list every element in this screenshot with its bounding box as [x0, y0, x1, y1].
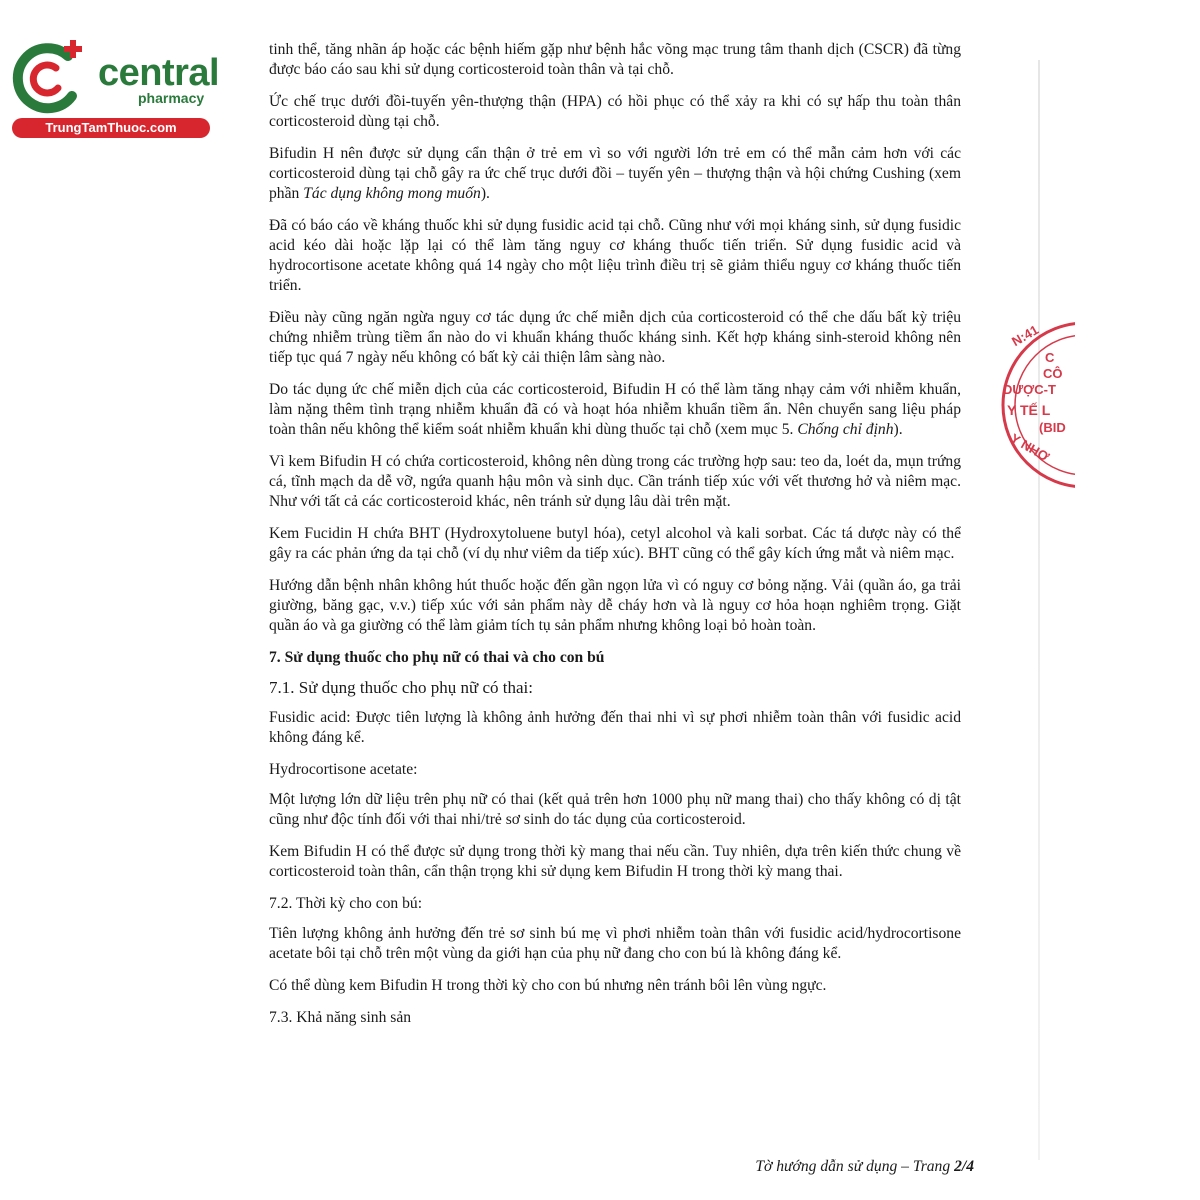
logo-site-url: TrungTamThuoc.com [12, 118, 210, 138]
paragraph-text: Do tác dụng ức chế miễn dịch của các corticosteroid, Bifudin H có thể làm tăng nhạy cảm với nhiễm khuẩn, làm nặng thêm tình trạng nhiễm khuẩn đã có và hoạt hóa nhiễm khuẩn tiềm ẩn. Nên chuyển sang liệu pháp toàn thân nếu không thể kiểm soát nhiễm khuẩn khi dùng thuốc tại chỗ (xem mục 5. [269, 381, 961, 438]
paragraph [269, 144, 961, 204]
logo-brand: central [98, 52, 220, 94]
page-edge [1038, 60, 1040, 1160]
paragraph: Ức chế trục dưới đồi-tuyến yên-thượng thận (HPA) có hồi phục có thể xảy ra khi có sự hấp thu toàn thân corticosteroid dùng tại chỗ. [269, 93, 961, 130]
paragraph: Vì kem Bifudin H có chứa corticosteroid, không nên dùng trong các trường hợp sau: teo da, loét da, mụn trứng cá, tĩnh mạch da dễ vỡ, ngứa quanh hậu môn và sinh dục. Cần tránh tiếp xúc với vết thương hở và niêm mạc. Như với tất cả các corticosteroid khác, nên tránh sử dụng lâu dài trên mặt. [269, 453, 961, 510]
page-number: 2/4 [954, 1158, 974, 1175]
stamp-line: DƯỢC-T [1003, 382, 1056, 397]
paragraph-text: Bifudin H nên được sử dụng cẩn thận ở trẻ em vì so với người lớn trẻ em có thể mẫn cảm hơn với các corticosteroid dùng tại chỗ gây ra ức chế trục dưới đồi – tuyến yên – thượng thận và hội chứng Cushing (xem phần [269, 145, 961, 202]
document-body [269, 40, 961, 1038]
paragraph: Tiên lượng không ảnh hưởng đến trẻ sơ sinh bú mẹ vì phơi nhiễm toàn thân với fusidic acid/hydrocortisone acetate bôi tại chỗ trên một vùng da giới hạn của phụ nữ đang cho con bú là không đáng kể. [269, 925, 961, 962]
paragraph-label: Hydrocortisone acetate: [269, 761, 418, 778]
paragraph: Kem Fucidin H chứa BHT (Hydroxytoluene butyl hóa), cetyl alcohol và kali sorbat. Các tá dược này có thể gây ra các phản ứng da tại chỗ (ví dụ như viêm da tiếp xúc). BHT cũng có thể gây kích ứng mắt và niêm mạc. [269, 525, 961, 562]
stamp-line: Y TẾ L [1007, 402, 1051, 418]
paragraph: Có thể dùng kem Bifudin H trong thời kỳ cho con bú nhưng nên tránh bôi lên vùng ngực. [269, 977, 827, 994]
logo-c-plus-icon [10, 38, 96, 118]
stamp-line: (BID [1039, 420, 1066, 435]
paragraph-text: ). [480, 185, 490, 202]
paragraph: Đã có báo cáo về kháng thuốc khi sử dụng fusidic acid tại chỗ. Cũng như với mọi kháng sinh, sử dụng fusidic acid kéo dài hoặc lặp lại có thể làm tăng nguy cơ kháng thuốc tiến triển. Sử dụng fusidic acid và hydrocortisone acetate không quá 14 ngày cho một liệu trình điều trị sẽ giảm thiểu nguy cơ kháng thuốc tiến triển. [269, 217, 961, 294]
paragraph: Điều này cũng ngăn ngừa nguy cơ tác dụng ức chế miễn dịch của corticosteroid có thể che dấu bất kỳ triệu chứng nhiễm trùng tiềm ẩn nào do vi khuẩn kháng thuốc kháng sinh. Kết hợp kháng sinh-steroid không nên tiếp tục quá 7 ngày nếu không có bất kỳ cải thiện lâm sàng nào. [269, 309, 961, 366]
footer-label: Tờ hướng dẫn sử dụng – Trang [755, 1158, 955, 1175]
official-stamp [985, 310, 1075, 490]
paragraph: tinh thể, tăng nhãn áp hoặc các bệnh hiếm gặp như bệnh hắc võng mạc trung tâm thanh dịch (CSCR) đã từng được báo cáo sau khi sử dụng corticosteroid toàn thân và tại chỗ. [269, 41, 961, 78]
subsection-heading: 7.1. Sử dụng thuốc cho phụ nữ có thai: [269, 678, 533, 697]
paragraph: Fusidic acid: Được tiên lượng là không ảnh hưởng đến thai nhi vì sự phơi nhiễm toàn thân với fusidic acid không đáng kể. [269, 709, 961, 746]
stamp-line: Y NHƠ [1008, 430, 1052, 465]
subsection-heading: 7.3. Khả năng sinh sản [269, 1009, 412, 1026]
page-footer [755, 1158, 974, 1176]
central-pharmacy-logo[interactable] [10, 38, 220, 138]
cross-reference: Tác dụng không mong muốn [303, 185, 481, 202]
stamp-line: C [1045, 350, 1055, 365]
subsection-heading: 7.2. Thời kỳ cho con bú: [269, 895, 423, 912]
paragraph: Kem Bifudin H có thể được sử dụng trong thời kỳ mang thai nếu cần. Tuy nhiên, dựa trên kiến thức chung về corticosteroid toàn thân, cẩn thận trọng khi sử dụng kem Bifudin H trong thời kỳ mang thai. [269, 843, 961, 880]
paragraph: Một lượng lớn dữ liệu trên phụ nữ có thai (kết quả trên hơn 1000 phụ nữ mang thai) cho thấy không có dị tật cũng như độc tính đối với thai nhi/trẻ sơ sinh do tác dụng của corticosteroid. [269, 791, 961, 828]
stamp-line: CÔ [1043, 366, 1063, 381]
cross-reference: Chống chỉ định [797, 421, 894, 438]
logo-subtitle: pharmacy [138, 90, 205, 106]
section-heading: 7. Sử dụng thuốc cho phụ nữ có thai và cho con bú [269, 649, 605, 666]
stamp-line: N:41 [1009, 321, 1042, 350]
paragraph [269, 380, 961, 440]
paragraph-text: ). [893, 421, 903, 438]
paragraph: Hướng dẫn bệnh nhân không hút thuốc hoặc đến gần ngọn lửa vì có nguy cơ bỏng nặng. Vải (quần áo, ga trải giường, băng gạc, v.v.) tiếp xúc với sản phẩm này dễ cháy hơn và là nguy cơ hỏa hoạn nghiêm trọng. Giặt quần áo và ga giường có thể làm giảm tích tụ sản phẩm nhưng không loại bỏ hoàn toàn. [269, 577, 961, 634]
